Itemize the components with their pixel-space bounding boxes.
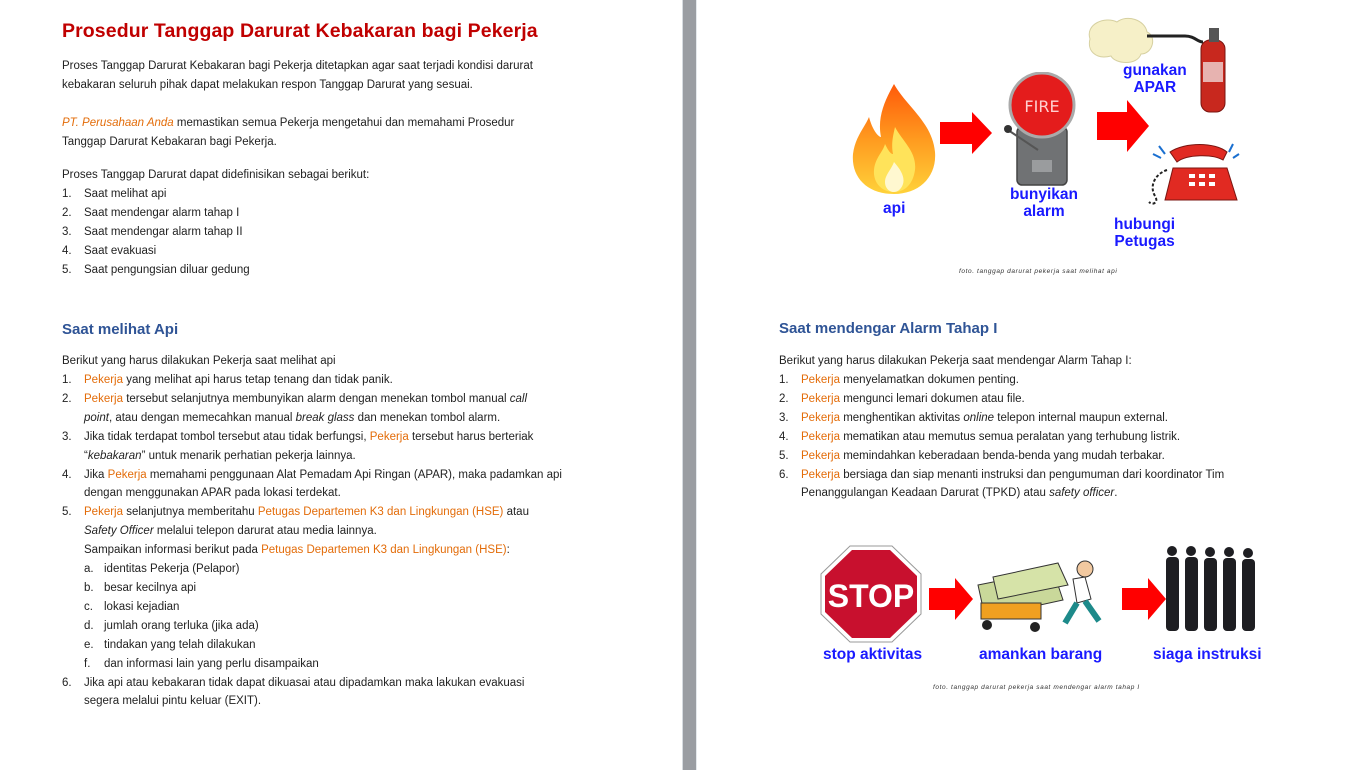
list-item: 5. Pekerja selanjutnya memberitahu Petugas Departemen K3 dan Lingkungan (HSE) atau Safety Officer melalui telepon darurat atau media lainnya. Sampaikan informasi berikut pada Petugas Departemen K3 dan Lingkungan (HSE): a. identitas Pekerja (Pelapor) b. besar kecilnya api c. lokasi kejadian d. jumlah orang terluka (jika ada) e. tindakan yang telah dilakukan f. dan informasi lain yang perlu disampaikan <box>62 503 562 673</box>
arrow-right-icon <box>929 578 973 620</box>
moving-boxes-icon <box>973 555 1113 635</box>
intro-paragraph <box>62 57 533 94</box>
section-heading-melihat-api: Saat melihat Api <box>62 321 179 338</box>
list-item: 2. Pekerja tersebut selanjutnya membunyikan alarm dengan menekan tombol manual call point, atau dengan memecahkan manual break glass dan menekan tombol alarm. <box>62 392 528 424</box>
section1-intro: Berikut yang harus dilakukan Pekerja saat melihat api <box>62 355 336 367</box>
figure2-caption: foto. tanggap darurat pekerja saat mendengar alarm tahap I <box>933 684 1140 691</box>
telephone-icon <box>1145 140 1240 210</box>
list-item: 1. Pekerja yang melihat api harus tetap tenang dan tidak panik. <box>62 374 393 386</box>
intro-line-1: Proses Tanggap Darurat Kebakaran bagi Pekerja ditetapkan agar saat terjadi kondisi darurat <box>62 60 533 72</box>
label-bunyikan-alarm: bunyikan alarm <box>1009 186 1079 220</box>
list-item: 3. Jika tidak terdapat tombol tersebut atau tidak berfungsi, Pekerja tersebut harus berteriak “kebakaran” untuk menarik perhatian pekerja lainnya. <box>62 430 534 462</box>
label-hubungi-petugas: hubungi Petugas <box>1114 216 1176 250</box>
document-title: Prosedur Tanggap Darurat Kebakaran bagi Pekerja <box>62 20 538 42</box>
label-amankan-barang: amankan barang <box>979 646 1103 663</box>
document-page-left <box>0 0 682 770</box>
fire-alarm-icon <box>1002 72 1082 187</box>
label-api: api <box>883 200 906 217</box>
sublist-item: d. jumlah orang terluka (jika ada) <box>84 619 259 632</box>
section-heading-alarm-tahap-1: Saat mendengar Alarm Tahap I <box>779 320 998 337</box>
definition-list <box>62 185 250 280</box>
section1-list <box>62 371 562 711</box>
list-item: 5. Saat pengungsian diluar gedung <box>62 263 250 276</box>
list-item: 6. Pekerja bersiaga dan siap menanti instruksi dan pengumuman dari koordinator Tim Penanggulangan Keadaan Darurat (TPKD) atau safety officer. <box>779 468 1225 500</box>
stop-sign-icon <box>820 545 922 643</box>
document-page-right <box>697 0 1370 770</box>
definition-intro: Proses Tanggap Darurat dapat didefinisikan sebagai berikut: <box>62 169 370 181</box>
figure1-caption: foto. tanggap darurat pekerja saat melihat api <box>959 268 1118 275</box>
list-item: 4. Jika Pekerja memahami penggunaan Alat Pemadam Api Ringan (APAR), maka padamkan api dengan menggunakan APAR pada lokasi terdekat. <box>62 468 562 500</box>
arrow-right-icon <box>940 112 992 154</box>
label-stop-aktivitas: stop aktivitas <box>823 646 923 663</box>
label-siaga-instruksi: siaga instruksi <box>1153 646 1262 663</box>
sublist-item: b. besar kecilnya api <box>84 581 197 594</box>
company-line-2: Tanggap Darurat Kebakaran bagi Pekerja. <box>62 135 277 148</box>
svg-text:FIRE: FIRE <box>1024 97 1060 116</box>
company-line-1: memastikan semua Pekerja mengetahui dan memahami Prosedur <box>173 117 515 129</box>
list-item: 4. Saat evakuasi <box>62 244 157 257</box>
sublist-item: f. dan informasi lain yang perlu disampaikan <box>84 657 319 670</box>
page-gutter <box>682 0 697 770</box>
list-item: 2. Pekerja mengunci lemari dokumen atau file. <box>779 392 1025 405</box>
sublist-item: c. lokasi kejadian <box>84 600 180 613</box>
flame-icon <box>847 82 942 197</box>
company-paragraph <box>62 114 514 151</box>
info-sublist <box>84 560 562 673</box>
list-item: 1. Pekerja menyelamatkan dokumen penting. <box>779 374 1019 386</box>
list-item: 2. Saat mendengar alarm tahap I <box>62 206 240 219</box>
people-in-line-icon <box>1162 543 1262 635</box>
intro-line-2: kebakaran seluruh pihak dapat melakukan respon Tanggap Darurat yang sesuai. <box>62 78 473 91</box>
list-item: 6. Jika api atau kebakaran tidak dapat dikuasai atau dipadamkan maka lakukan evakuasi segera melalui pintu keluar (EXIT). <box>62 676 525 708</box>
company-name: PT. Perusahaan Anda <box>62 117 174 129</box>
arrow-right-icon <box>1122 578 1166 620</box>
list-item: 3. Pekerja menghentikan aktivitas online telepon internal maupun external. <box>779 411 1168 424</box>
list-item: 5. Pekerja memindahkan keberadaan benda-benda yang mudah terbakar. <box>779 449 1165 462</box>
section2-intro: Berikut yang harus dilakukan Pekerja saat mendengar Alarm Tahap I: <box>779 355 1132 367</box>
label-gunakan-apar: gunakan APAR <box>1123 62 1187 96</box>
list-item: 3. Saat mendengar alarm tahap II <box>62 225 243 238</box>
svg-text:STOP: STOP <box>827 578 915 614</box>
sublist-item: e. tindakan yang telah dilakukan <box>84 638 256 651</box>
section2-list <box>779 371 1224 503</box>
list-item: 1. Saat melihat api <box>62 188 167 200</box>
sublist-item: a. identitas Pekerja (Pelapor) <box>84 563 240 576</box>
list-item: 4. Pekerja mematikan atau memutus semua peralatan yang terhubung listrik. <box>779 430 1181 443</box>
